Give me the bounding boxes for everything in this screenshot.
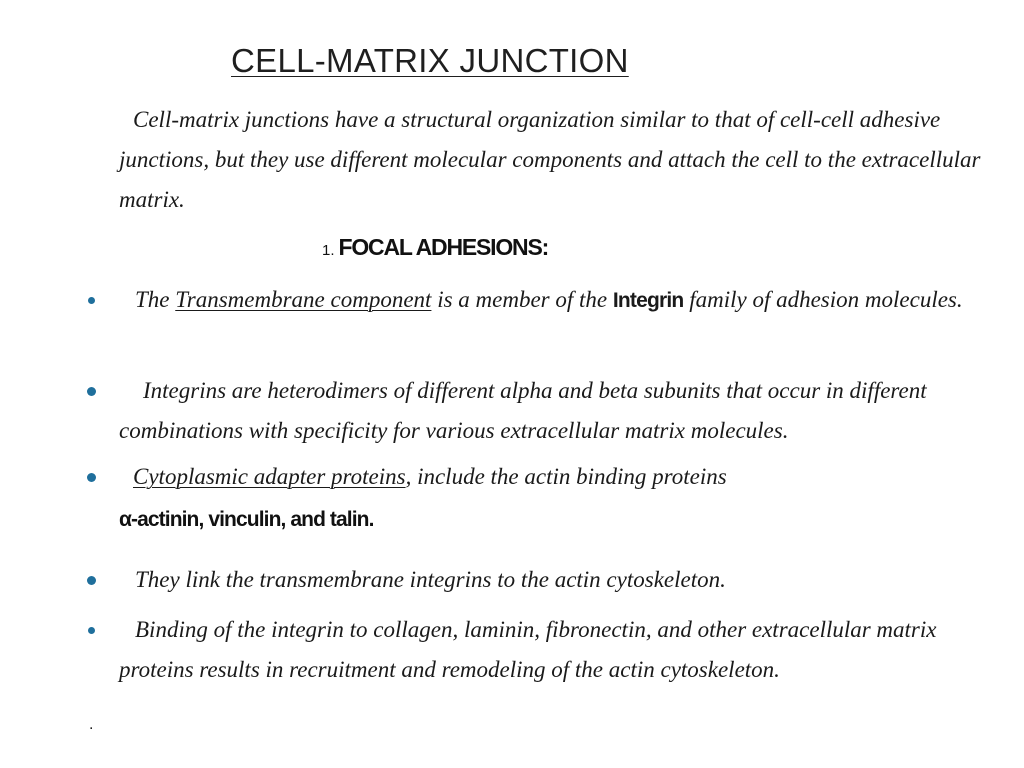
adapter-proteins-term: Cytoplasmic adapter proteins (133, 464, 406, 489)
section-number: 1. (322, 242, 335, 259)
trailing-mark: . (89, 716, 94, 733)
bullet-icon (87, 473, 96, 482)
intro-paragraph (119, 100, 1009, 220)
bullet-icon (88, 627, 95, 634)
integrin-term: Integrin (612, 289, 684, 312)
bullet-icon (88, 297, 95, 304)
bullet-text: Binding of the integrin to collagen, laminin, fibronectin, and other extracellular matrix proteins results in recruitment and remodeling of the actin cytoskeleton. (119, 617, 937, 682)
bullet-icon (87, 576, 96, 585)
bullet-text: They link the transmembrane integrins to the actin cytoskeleton. (135, 567, 726, 592)
section-label: FOCAL ADHESIONS: (338, 234, 549, 260)
bullet-text: The Transmembrane component is a member of the Integrin family of adhesion molecules. (135, 287, 963, 312)
slide-title: CELL-MATRIX JUNCTION (231, 42, 629, 79)
bullet-text: Cytoplasmic adapter proteins, include the actin binding proteins (119, 457, 1009, 497)
section-heading (322, 234, 548, 261)
intro-text: Cell-matrix junctions have a structural organization similar to that of cell-cell adhesive junctions, but they use different molecular components and attach the cell to the extracellular matrix. (119, 107, 981, 212)
bullet-icon (87, 387, 96, 396)
transmembrane-term: Transmembrane component (175, 287, 432, 312)
actin-binding-proteins: α-actinin, vinculin, and talin. (119, 508, 374, 531)
bullet-text: Integrins are heterodimers of different alpha and beta subunits that occur in different combinations with specificity for various extracellular matrix molecules. (119, 378, 927, 443)
